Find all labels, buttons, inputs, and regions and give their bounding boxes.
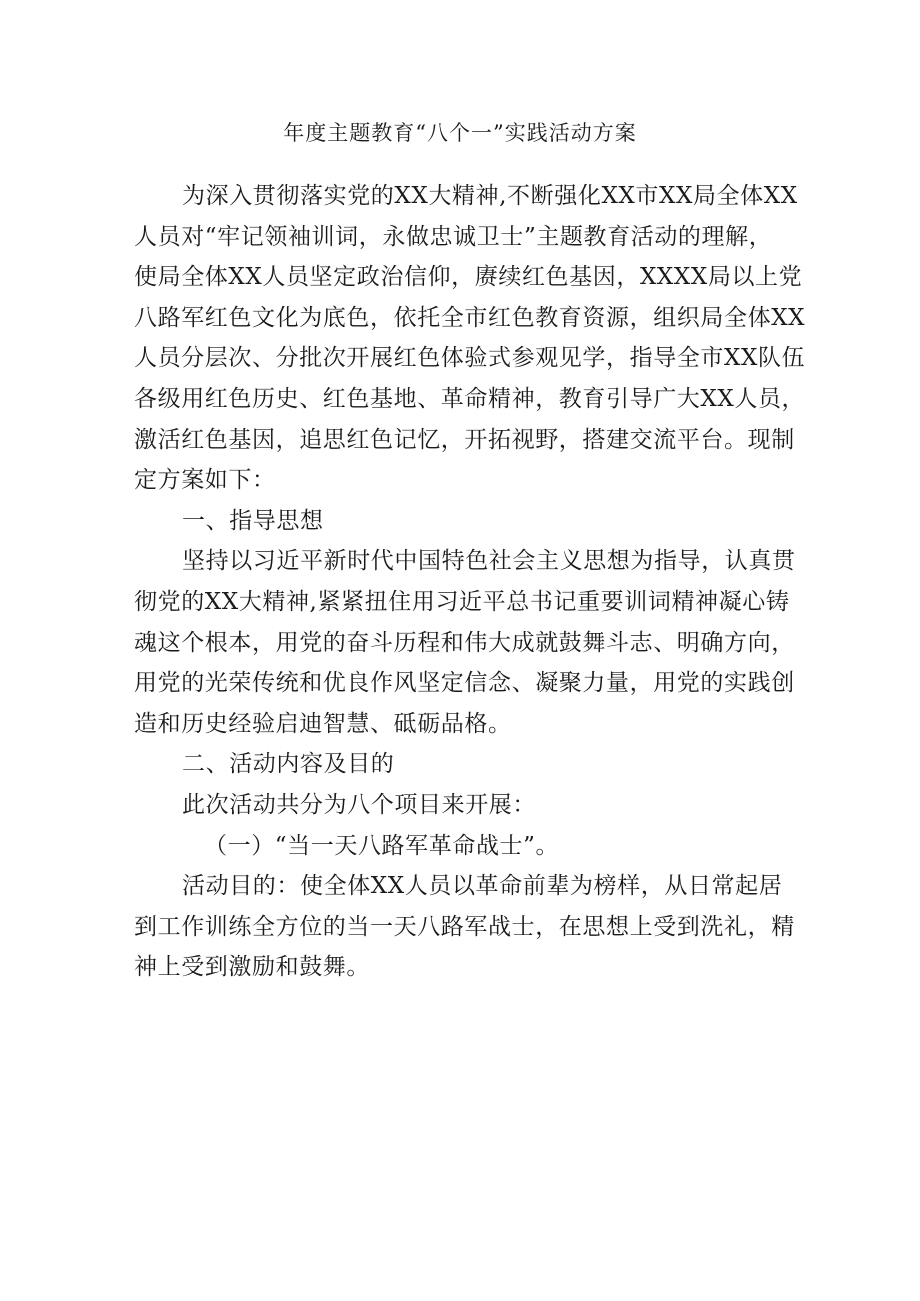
section1-line: 坚持以习近平新时代中国特色社会主义思想为指导，认真贯 xyxy=(182,548,796,575)
section1-line: 魂这个根本，用党的奋斗历程和伟大成就鼓舞斗志、明确方向， xyxy=(134,629,795,656)
section-heading-activities: 二、活动内容及目的 xyxy=(182,751,395,778)
intro-line: 为深入贯彻落实党的XX大精神,不断强化XX市XX局全体XX xyxy=(182,183,798,209)
intro-line: 使局全体XX人员坚定政治信仰，赓续红色基因，XXXX局以上党 xyxy=(134,264,803,291)
intro-line: 激活红色基因，追思红色记忆，开拓视野，搭建交流平台。现制 xyxy=(134,426,795,453)
intro-line: 人员分层次、分批次开展红色体验式参观见学，指导全市XX队伍 xyxy=(134,345,806,372)
intro-line: 人员对“牢记领袖训词，永做忠诚卫士”主题教育活动的理解， xyxy=(134,223,773,250)
section1-line: 造和历史经验启迪智慧、砥砺品格。 xyxy=(134,710,512,737)
intro-line: 各级用红色历史、红色基地、革命精神，教育引导广大XX人员， xyxy=(134,385,806,412)
item1-purpose-line: 活动目的：使全体XX人员以革命前辈为榜样，从日常起居 xyxy=(182,873,783,900)
section2-intro: 此次活动共分为八个项目来开展： xyxy=(182,791,536,818)
intro-line: 定方案如下： xyxy=(134,467,276,494)
section1-line: 彻党的XX大精神,紧紧扭住用习近平总书记重要训词精神凝心铸 xyxy=(134,588,790,615)
intro-line: 八路军红色文化为底色，依托全市红色教育资源，组织局全体XX xyxy=(134,304,806,331)
document-body xyxy=(134,176,806,988)
item1-purpose-line: 神上受到激励和鼓舞。 xyxy=(134,954,370,981)
section-heading-guiding-ideology: 一、指导思想 xyxy=(182,507,324,534)
section1-line: 用党的光荣传统和优良作风坚定信念、凝聚力量，用党的实践创 xyxy=(134,670,795,697)
item1-heading: （一）“当一天八路军革命战士”。 xyxy=(204,832,560,859)
item1-purpose-line: 到工作训练全方位的当一天八路军战士，在思想上受到洗礼，精 xyxy=(134,913,795,940)
document-title: 年度主题教育“八个一”实践活动方案 xyxy=(283,121,637,145)
